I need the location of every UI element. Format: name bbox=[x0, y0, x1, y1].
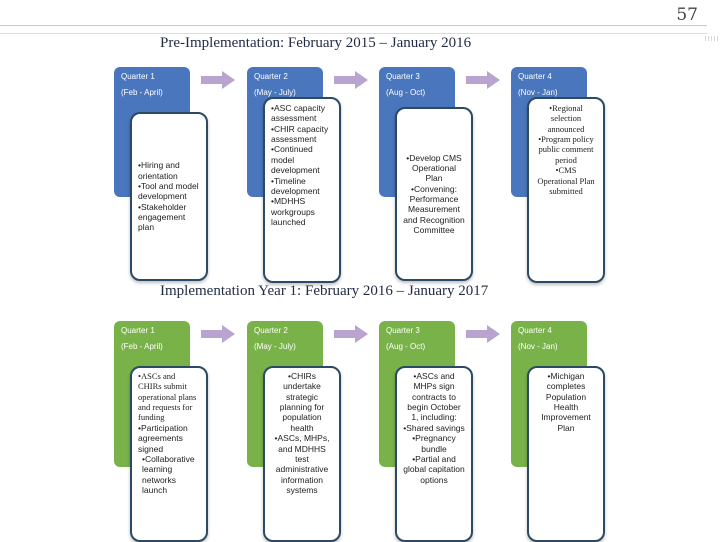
activity-item: •Regional selection announced bbox=[547, 103, 585, 134]
activity-item: •Stakeholder engagement plan bbox=[138, 201, 187, 233]
section-title-implementation-year-1: Implementation Year 1: February 2016 – January 2017 bbox=[160, 283, 489, 299]
corner-grid bbox=[705, 36, 720, 41]
quarter-2-label: Quarter 2 bbox=[254, 326, 288, 335]
page-number: 57 bbox=[676, 5, 698, 25]
activity-item: •CHIR capacity assessment bbox=[271, 123, 329, 145]
quarter-activities-card bbox=[395, 107, 473, 281]
top-rule bbox=[0, 25, 707, 26]
quarter-1-months: (Feb - April) bbox=[121, 88, 163, 97]
activity-item: •Michigan completes Population Health Improvement Plan bbox=[541, 371, 591, 433]
quarter-2-months: (May - July) bbox=[254, 342, 296, 351]
activity-item: •Pregnancy bundle bbox=[412, 433, 456, 454]
activity-item: •Hiring and orientation bbox=[138, 160, 180, 181]
quarter-arrow-icon bbox=[201, 71, 235, 89]
quarter-1-label: Quarter 1 bbox=[121, 72, 155, 81]
quarter-activities-card bbox=[263, 366, 341, 542]
quarter-1-months: (Feb - April) bbox=[121, 342, 163, 351]
activity-item: •Participation agreements signed bbox=[138, 422, 188, 454]
section-title-pre-implementation: Pre-Implementation: February 2015 – January 2016 bbox=[160, 35, 472, 51]
quarter-activities-card bbox=[395, 366, 473, 542]
quarter-arrow-icon bbox=[334, 71, 368, 89]
quarter-4-label: Quarter 4 bbox=[518, 72, 552, 81]
activity-item: •Timeline development bbox=[271, 175, 320, 196]
quarter-activities-card bbox=[130, 366, 208, 542]
activity-item: •MDHHS workgroups launched bbox=[271, 196, 315, 227]
quarter-activities-card bbox=[263, 97, 341, 283]
activity-item: •CHIRs undertake strategic planning for population health bbox=[279, 371, 325, 433]
activity-item: •Collaborative learning networks launch bbox=[142, 453, 195, 495]
quarter-arrow-icon bbox=[466, 71, 500, 89]
activity-item: •ASCs, MHPs, and MDHHS test administrative information systems bbox=[274, 433, 330, 495]
quarter-3-months: (Aug - Oct) bbox=[386, 88, 426, 97]
quarter-4-label: Quarter 4 bbox=[518, 326, 552, 335]
activity-item: •ASCs and CHIRs submit operational plans and requests for funding bbox=[138, 371, 197, 423]
quarter-arrow-icon bbox=[334, 325, 368, 343]
activity-item: •Partial and global capitation options bbox=[403, 453, 465, 485]
quarter-activities-card bbox=[130, 112, 208, 281]
activity-item: •CMS Operational Plan submitted bbox=[537, 165, 595, 196]
quarter-4-months: (Nov - Jan) bbox=[518, 342, 558, 351]
quarter-2-months: (May - July) bbox=[254, 88, 296, 97]
quarter-3-label: Quarter 3 bbox=[386, 326, 420, 335]
quarter-3-months: (Aug - Oct) bbox=[386, 342, 426, 351]
top-rule-2 bbox=[0, 33, 707, 34]
quarter-activities-card bbox=[527, 366, 605, 542]
quarter-3-label: Quarter 3 bbox=[386, 72, 420, 81]
quarter-2-label: Quarter 2 bbox=[254, 72, 288, 81]
quarter-activities-card bbox=[527, 97, 605, 283]
quarter-4-months: (Nov - Jan) bbox=[518, 88, 558, 97]
activity-item: •Convening: Performance Measurement and Recognition Committee bbox=[403, 183, 465, 236]
quarter-arrow-icon bbox=[201, 325, 235, 343]
activity-item: •Develop CMS Operational Plan bbox=[406, 152, 462, 184]
activity-item: •Continued model development bbox=[271, 144, 320, 176]
activity-item: •Program policy public comment period bbox=[538, 134, 594, 165]
quarter-arrow-icon bbox=[466, 325, 500, 343]
activity-item: •Tool and model development bbox=[138, 180, 199, 202]
activity-item: •ASCs and MHPs sign contracts to begin October 1, including: bbox=[407, 371, 461, 423]
quarter-1-label: Quarter 1 bbox=[121, 326, 155, 335]
activity-item: •ASC capacity assessment bbox=[271, 103, 325, 124]
activity-item: •Shared savings bbox=[403, 422, 465, 433]
